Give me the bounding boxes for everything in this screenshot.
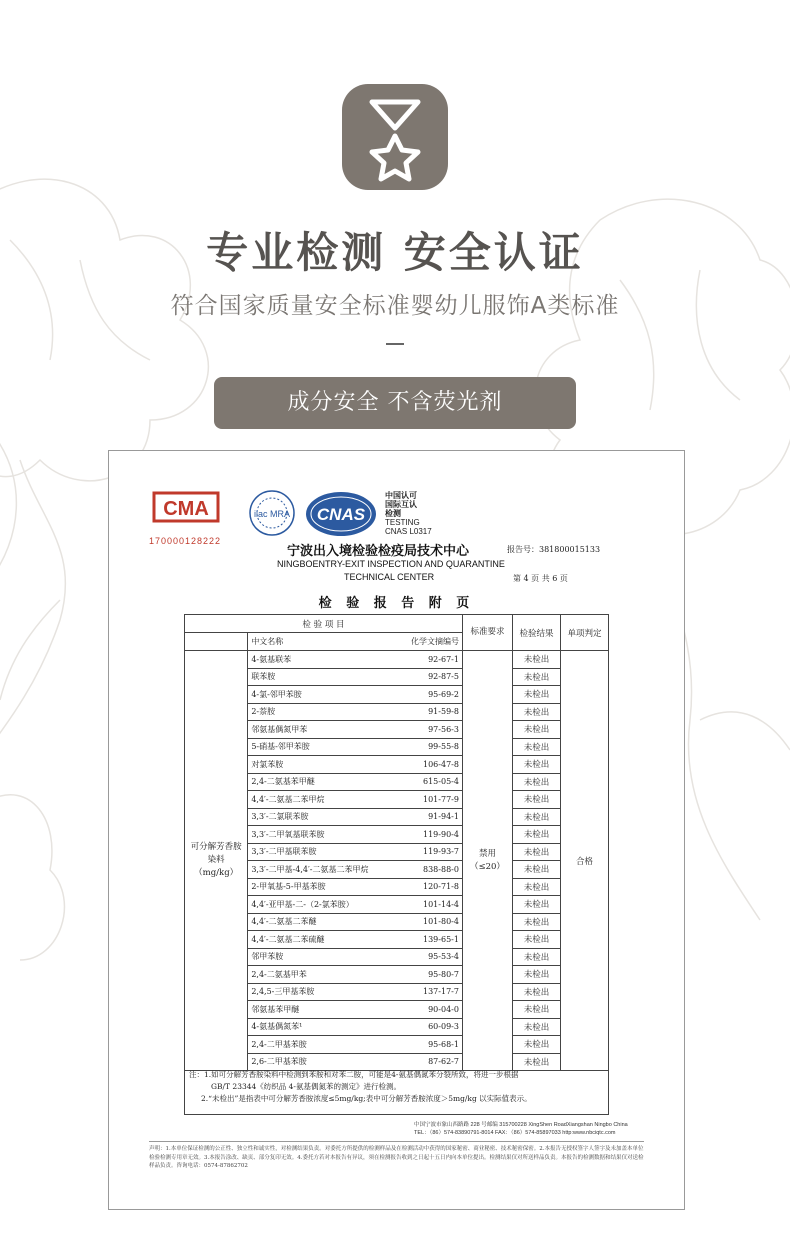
result-cell: 未检出 (512, 1018, 560, 1036)
header-judgement: 单项判定 (560, 615, 608, 651)
cas-number: 90-04-0 (374, 1001, 462, 1019)
cas-number: 119-93-7 (374, 843, 462, 861)
table-row (185, 651, 609, 669)
table-row (185, 808, 609, 826)
substance-name: 5-硝基-邻甲苯胺 (248, 738, 374, 756)
table-row (185, 686, 609, 704)
cas-number: 92-87-5 (374, 668, 462, 686)
header-standard: 标准要求 (462, 615, 512, 651)
substance-name: 2-萘胺 (248, 703, 374, 721)
table-row (185, 931, 609, 949)
cnas-line: CNAS L0317 (385, 527, 432, 536)
result-cell: 未检出 (512, 948, 560, 966)
table-row (185, 913, 609, 931)
contact-line: TEL：（86）574-83890791-8014 FAX：（86）574-85897033 http:www.nbciqtc.com (414, 1130, 616, 1136)
cas-number: 99-55-8 (374, 738, 462, 756)
result-cell: 未检出 (512, 843, 560, 861)
result-cell: 未检出 (512, 773, 560, 791)
table-row (185, 1036, 609, 1054)
table-row (185, 738, 609, 756)
cnas-logo-text: CNAS (316, 505, 366, 524)
cma-number: 170000128222 (149, 536, 222, 546)
cas-number: 615-05-4 (374, 773, 462, 791)
substance-name: 4,4′-二氨基二苯硫醚 (248, 931, 374, 949)
result-cell: 未检出 (512, 686, 560, 704)
cas-number: 95-69-2 (374, 686, 462, 704)
cas-number: 95-80-7 (374, 966, 462, 984)
institution-name-en-2: TECHNICAL CENTER (344, 572, 435, 582)
result-cell: 未检出 (512, 721, 560, 739)
cnas-line: TESTING (385, 518, 420, 527)
table-row (185, 721, 609, 739)
table-row (185, 948, 609, 966)
result-cell: 未检出 (512, 966, 560, 984)
result-cell: 未检出 (512, 931, 560, 949)
cnas-line: 中国认可 (385, 491, 417, 500)
cas-number: 137-17-7 (374, 983, 462, 1001)
result-cell: 未检出 (512, 1036, 560, 1054)
report-notes (184, 1067, 609, 1115)
result-cell: 未检出 (512, 1001, 560, 1019)
table-row (185, 1018, 609, 1036)
cas-number: 101-14-4 (374, 896, 462, 914)
cas-number: 106-47-8 (374, 756, 462, 774)
note-line: 注：1.如可分解芳香胺染料中检测到苯胺和对苯二胺，可能是4-氨基偶氮苯分裂所致，将进一步根据 (189, 1070, 519, 1079)
substance-name: 4-氨基联苯 (248, 651, 374, 669)
table-row (185, 791, 609, 809)
result-cell: 未检出 (512, 913, 560, 931)
substance-name: 3,3′-二甲基联苯胺 (248, 843, 374, 861)
table-row (185, 756, 609, 774)
result-cell: 未检出 (512, 826, 560, 844)
header-blank (185, 633, 248, 651)
divider (149, 1141, 644, 1142)
result-cell: 未检出 (512, 651, 560, 669)
address-line: 中国宁波市象山西路路 228 号邮编 315700228 XingShen RoadXiangshan Ningbo China (414, 1122, 628, 1128)
cnas-logo (304, 489, 378, 539)
result-cell: 未检出 (512, 1053, 560, 1071)
results-table (184, 614, 609, 1071)
substance-name: 2,4-二甲基苯胺 (248, 1036, 374, 1054)
cnas-line: 检测 (385, 509, 401, 518)
table-row (185, 826, 609, 844)
substance-name: 3,3′-二甲基-4,4′-二氨基二苯甲烷 (248, 861, 374, 879)
cma-logo (152, 491, 220, 523)
cnas-accreditation-text (385, 491, 432, 536)
substance-name: 3,3′-二氯联苯胺 (248, 808, 374, 826)
table-row (185, 843, 609, 861)
report-number: 报告号：381800015133 (507, 545, 601, 554)
result-cell: 未检出 (512, 668, 560, 686)
cas-number: 91-59-8 (374, 703, 462, 721)
substance-name: 4,4′-二氨基二苯醚 (248, 913, 374, 931)
substance-name: 对氯苯胺 (248, 756, 374, 774)
substance-name: 联苯胺 (248, 668, 374, 686)
judgement-cell: 合格 (560, 651, 608, 1071)
header-cn-name: 中文名称 (248, 633, 374, 651)
table-row (185, 983, 609, 1001)
substance-name: 3,3′-二甲氧基联苯胺 (248, 826, 374, 844)
page-title: 专业检测 安全认证 (206, 228, 584, 277)
result-cell: 未检出 (512, 896, 560, 914)
page-subtitle: 符合国家质量安全标准婴幼儿服饰A类标准 (170, 293, 620, 319)
ilac-logo-text: ilac MRA (253, 509, 291, 519)
standard-cell: 禁用（≤20） (462, 651, 512, 1071)
substance-name: 2,4-二氨基苯甲醚 (248, 773, 374, 791)
report-title: 检 验 报 告 附 页 (318, 596, 475, 611)
result-cell: 未检出 (512, 703, 560, 721)
category-cell: 可分解芳香胺染料（mg/kg） (185, 651, 248, 1071)
substance-name: 4,4′-二氨基二苯甲烷 (248, 791, 374, 809)
table-row (185, 703, 609, 721)
cas-number: 120-71-8 (374, 878, 462, 896)
table-row (185, 896, 609, 914)
substance-name: 4-氯-邻甲苯胺 (248, 686, 374, 704)
institution-name-en: NINGBOENTRY-EXIT INSPECTION AND QUARANTINE (277, 559, 505, 569)
table-row (185, 773, 609, 791)
table-row (185, 1001, 609, 1019)
table-row (185, 966, 609, 984)
institution-name-cn: 宁波出入境检验检疫局技术中心 (287, 544, 470, 559)
note-line: GB/T 23344《纺织品 4-氨基偶氮苯的测定》进行检测。 (211, 1082, 401, 1091)
substance-name: 2,4,5-三甲基苯胺 (248, 983, 374, 1001)
ilac-mra-logo (244, 489, 300, 541)
cas-number: 139-65-1 (374, 931, 462, 949)
substance-name: 4,4′-亚甲基-二-（2-氯苯胺） (248, 896, 374, 914)
cas-number: 838-88-0 (374, 861, 462, 879)
header-badge (342, 84, 448, 190)
cas-number: 119-90-4 (374, 826, 462, 844)
cas-number: 101-80-4 (374, 913, 462, 931)
substance-name: 邻氨基偶氮甲苯 (248, 721, 374, 739)
page-number: 第 4 页 共 6 页 (513, 574, 568, 583)
substance-name: 邻氨基苯甲醚 (248, 1001, 374, 1019)
test-report-document (108, 450, 685, 1210)
result-cell: 未检出 (512, 878, 560, 896)
feature-pill: 成分安全 不含荧光剂 (214, 377, 576, 429)
substance-name: 2,4-二氨基甲苯 (248, 966, 374, 984)
result-cell: 未检出 (512, 756, 560, 774)
cnas-line: 国际互认 (385, 500, 417, 509)
medal-star-icon (342, 84, 448, 190)
report-disclaimer: 声明：1.本单位保证检测的公正性、独立性和诚实性，对检测结果负责。对委托方所提供的检测样品及在检测活动中获得的国家秘密、商业秘密、技术秘密保密。2.本报告无授权签字人签字及未加盖本单位检验检测专用章无效。3.本报告涂改、缺页、部分复印无效。4.委托方若对本报告有异议，须在检测报告收到之日起十五日内向本单位提出。检测结果仅对所送样品负责。本报告的检测数据和结果仅对送检样品负责。咨询电话：0574-87862702 (149, 1146, 644, 1169)
result-cell: 未检出 (512, 791, 560, 809)
divider (386, 343, 404, 345)
results-rows (185, 651, 609, 1071)
table-row (185, 861, 609, 879)
institution-address (414, 1121, 628, 1137)
header-result: 检验结果 (512, 615, 560, 651)
cas-number: 95-68-1 (374, 1036, 462, 1054)
result-cell: 未检出 (512, 861, 560, 879)
cas-number: 97-56-3 (374, 721, 462, 739)
result-cell: 未检出 (512, 983, 560, 1001)
note-line: 2.“未检出”是指表中可分解芳香胺浓度≤5mg/kg;表中可分解芳香胺浓度＞5mg/kg 以实际值表示。 (201, 1094, 532, 1103)
substance-name: 邻甲苯胺 (248, 948, 374, 966)
table-row (185, 668, 609, 686)
header-item: 检 验 项 目 (185, 615, 463, 633)
table-row (185, 878, 609, 896)
substance-name: 4-氨基偶氮苯¹ (248, 1018, 374, 1036)
cma-logo-text: CMA (163, 498, 209, 520)
result-cell: 未检出 (512, 738, 560, 756)
cas-number: 101-77-9 (374, 791, 462, 809)
cas-number: 92-67-1 (374, 651, 462, 669)
result-cell: 未检出 (512, 808, 560, 826)
cas-number: 87-62-7 (374, 1053, 462, 1071)
header-cas: 化学文摘编号 (374, 633, 462, 651)
substance-name: 2-甲氧基-5-甲基苯胺 (248, 878, 374, 896)
cas-number: 91-94-1 (374, 808, 462, 826)
substance-name: 2,6-二甲基苯胺 (248, 1053, 374, 1071)
cas-number: 95-53-4 (374, 948, 462, 966)
cas-number: 60-09-3 (374, 1018, 462, 1036)
